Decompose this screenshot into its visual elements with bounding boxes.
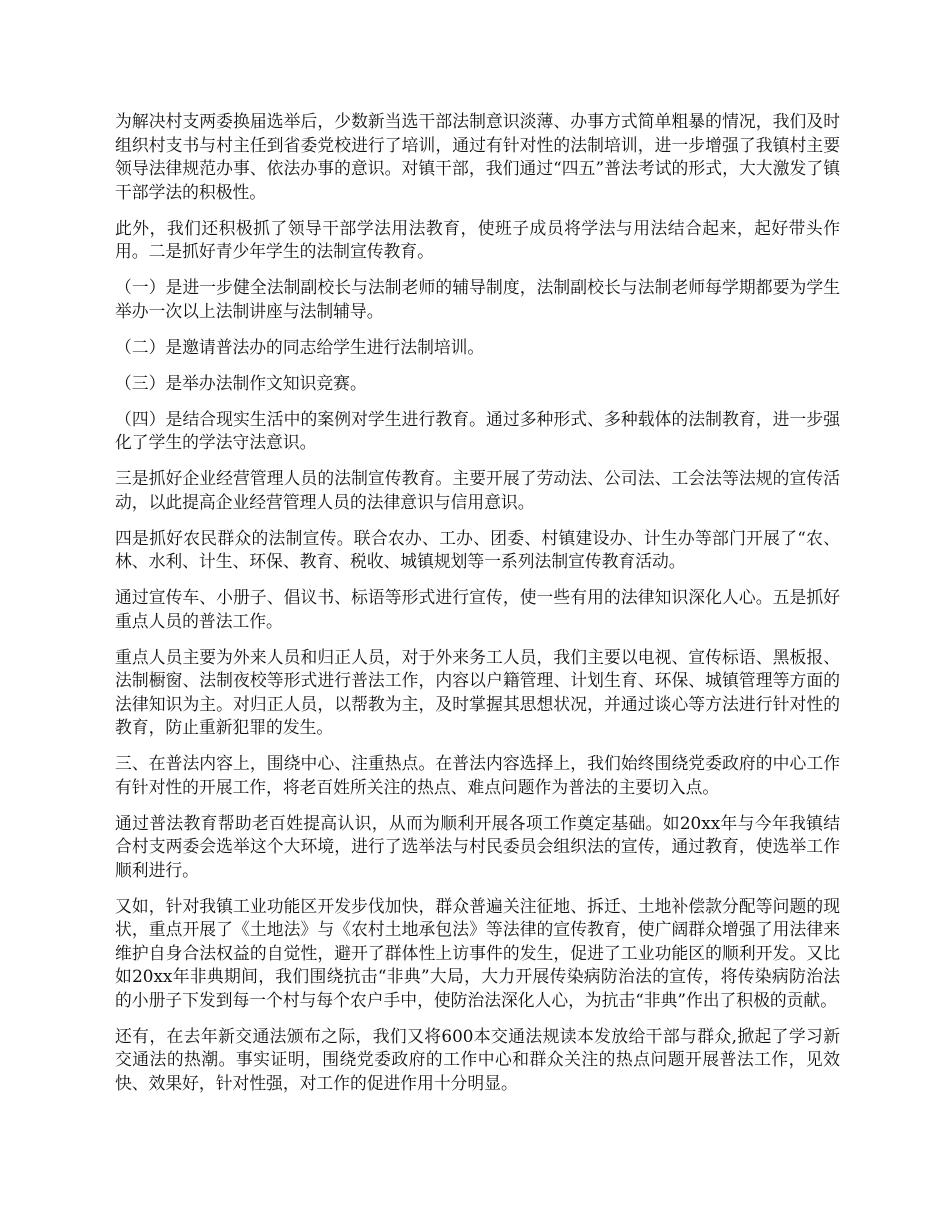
paragraph-11: 三、在普法内容上，围绕中心、注重热点。在普法内容选择上，我们始终围绕党委政府的中心工作有针对性的开展工作，将老百姓所关注的热点、难点问题作为普法的主要切入点。 (115, 753, 840, 797)
paragraph-9: 通过宣传车、小册子、倡议书、标语等形式进行宣传，使一些有用的法律知识深化人心。五是抓好重点人员的普法工作。 (115, 587, 840, 631)
paragraph-14: 还有，在去年新交通法颁布之际，我们又将600本交通法规读本发放给干部与群众,掀起了学习新交通法的热潮。事实证明，围绕党委政府的工作中心和群众关注的热点问题开展普法工作，见效快、效果好，针对性强，对工作的促进作用十分明显。 (115, 1025, 840, 1093)
paragraph-4: （二）是邀请普法办的同志给学生进行法制培训。 (115, 336, 485, 357)
paragraph-10: 重点人员主要为外来人员和归正人员，对于外来务工人员，我们主要以电视、宣传标语、黑板报、法制橱窗、法制夜校等形式进行普法工作，内容以户籍管理、计划生育、环保、城镇管理等方面的法律知识为主。对归正人员，以帮教为主，及时掌握其思想状况，并通过谈心等方法进行针对性的教育，防止重新犯罪的发生。 (115, 646, 840, 737)
paragraph-6: （四）是结合现实生活中的案例对学生进行教育。通过多种形式、多种载体的法制教育，进一步强化了学生的学法守法意识。 (115, 408, 840, 452)
paragraph-1: 为解决村支两委换届选举后，少数新当选干部法制意识淡薄、办事方式简单粗暴的情况，我们及时组织村支书与村主任到省委党校进行了培训，通过有针对性的法制培训，进一步增强了我镇村主要领导法律规范办事、依法办事的意识。对镇干部，我们通过“四五”普法考试的形式，大大激发了镇干部学法的积极性。 (115, 111, 840, 202)
paragraph-13: 又如，针对我镇工业功能区开发步伐加快，群众普遍关注征地、拆迁、土地补偿款分配等问题的现状，重点开展了《土地法》与《农村土地承包法》等法律的宣传教育，使广阔群众增强了用法律来维护自身合法权益的自觉性，避开了群体性上访事件的发生，促进了工业功能区的顺利开发。又比如20xx年非典期间，我们围绕抗击“非典”大局，大力开展传染病防治法的宣传，将传染病防治法的小册子下发到每一个村与每个农户手中，使防治法深化人心，为抗击“非典”作出了积极的贡献。 (115, 895, 840, 1010)
paragraph-2: 此外，我们还积极抓了领导干部学法用法教育，使班子成员将学法与用法结合起来，起好带头作用。二是抓好青少年学生的法制宣传教育。 (115, 217, 840, 261)
paragraph-5: （三）是举办法制作文知识竞赛。 (115, 372, 367, 393)
paragraph-7: 三是抓好企业经营管理人员的法制宣传教育。主要开展了劳动法、公司法、工会法等法规的宣传活动，以此提高企业经营管理人员的法律意识与信用意识。 (115, 468, 840, 512)
paragraph-12: 通过普法教育帮助老百姓提高认识，从而为顺利开展各项工作奠定基础。如20xx年与今年我镇结合村支两委会选举这个大环境，进行了选举法与村民委员会组织法的宣传，通过教育，使选举工作顺利进行。 (115, 812, 840, 880)
paragraph-8: 四是抓好农民群众的法制宣传。联合农办、工办、团委、村镇建设办、计生办等部门开展了“农、林、水利、计生、环保、教育、税收、城镇规划等一系列法制宣传教育活动。 (115, 527, 840, 571)
paragraph-3: （一）是进一步健全法制副校长与法制老师的辅导制度，法制副校长与法制老师每学期都要为学生举办一次以上法制讲座与法制辅导。 (115, 277, 840, 321)
document-body (115, 110, 840, 1108)
